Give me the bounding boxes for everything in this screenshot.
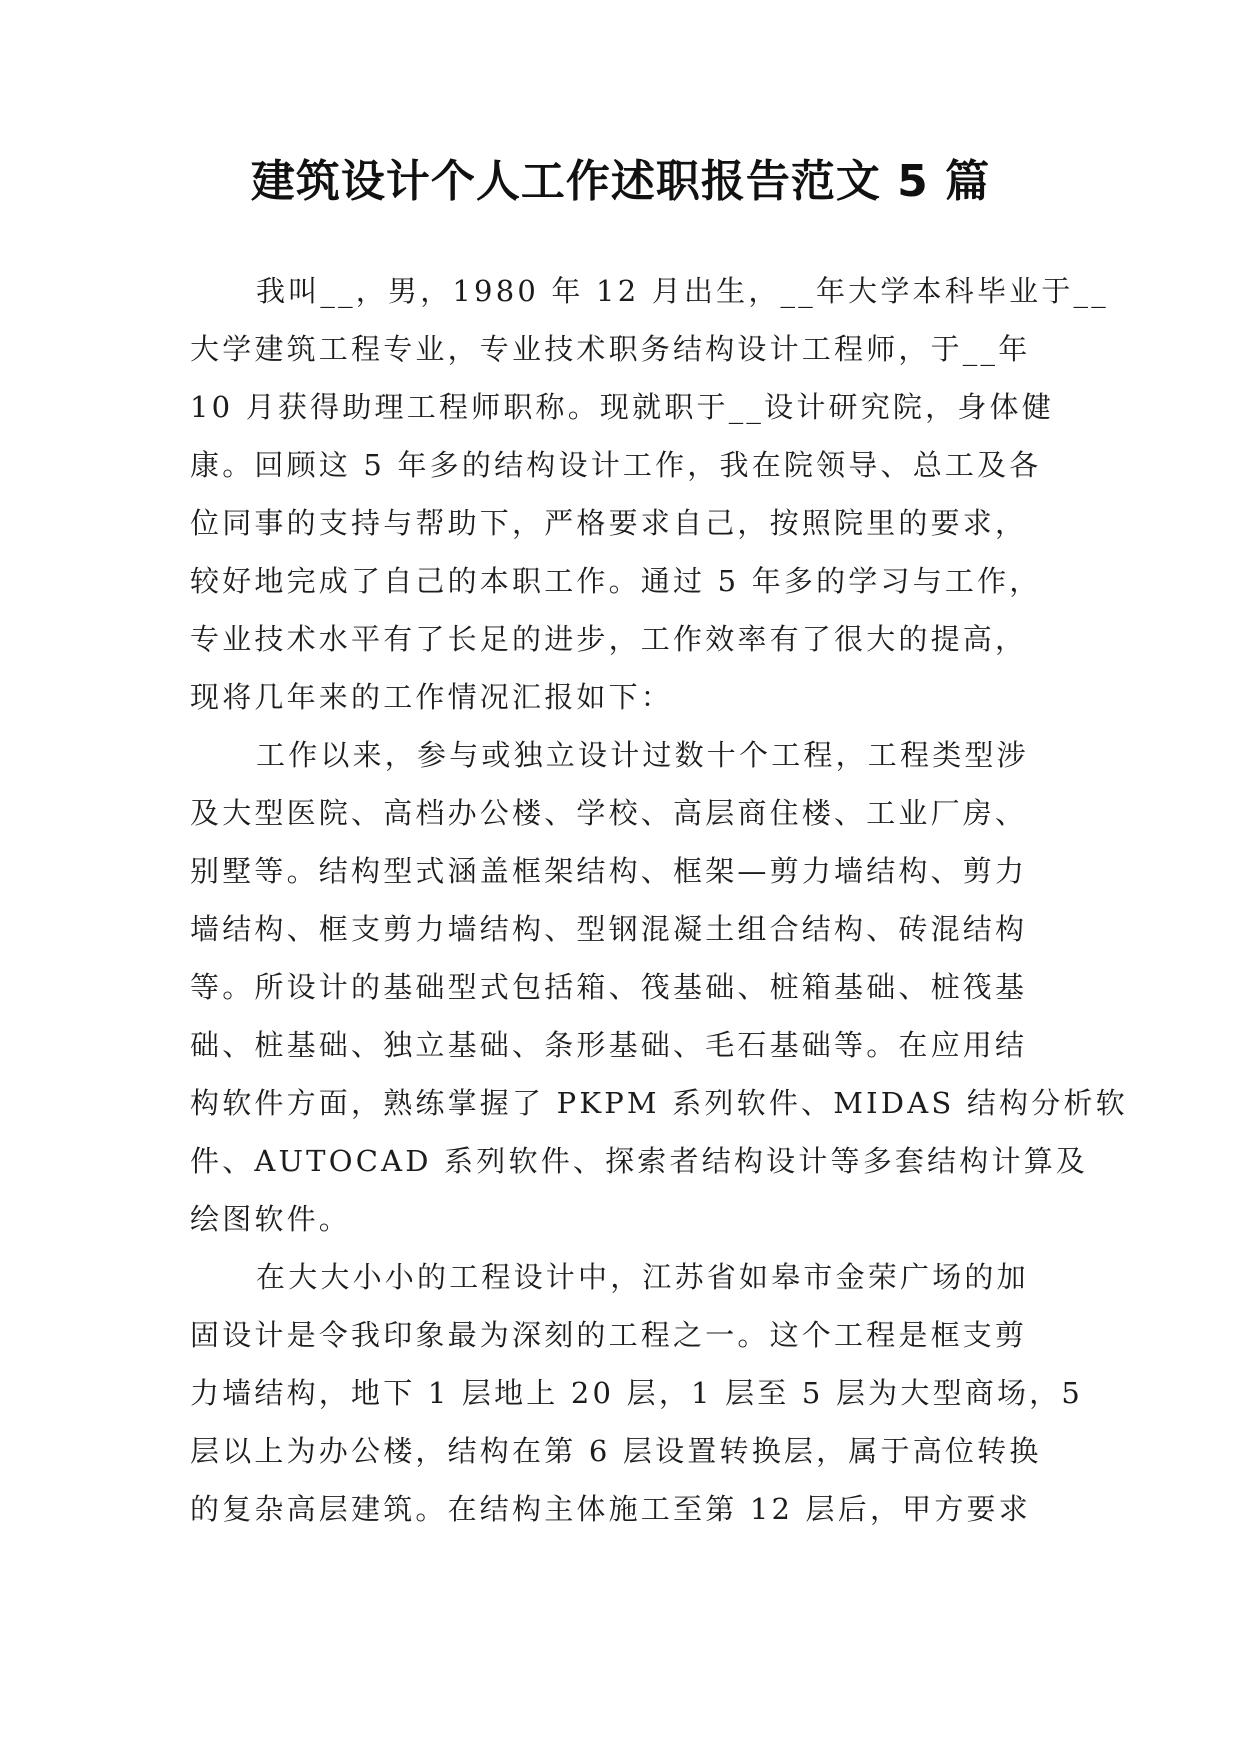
paragraph-2-line-1: 工作以来，参与或独立设计过数十个工程，工程类型涉: [256, 738, 1029, 772]
paragraph-3-line-1: 在大大小小的工程设计中，江苏省如皋市金荣广场的加: [256, 1260, 1029, 1294]
paragraph-2-line-9: 绘图软件。: [190, 1202, 352, 1236]
paragraph-2-line-5: 等。所设计的基础型式包括箱、筏基础、桩箱基础、桩筏基: [190, 970, 1028, 1004]
paragraph-1-line-2: 大学建筑工程专业，专业技术职务结构设计工程师，于__年: [190, 332, 1031, 366]
paragraph-2-line-6: 础、桩基础、独立基础、条形基础、毛石基础等。在应用结: [190, 1028, 1028, 1062]
paragraph-1-line-4: 康。回顾这 5 年多的结构设计工作，我在院领导、总工及各: [190, 448, 1042, 482]
paragraph-1-line-1: 我叫__，男，1980 年 12 月出生，__年大学本科毕业于__: [256, 274, 1109, 308]
paragraph-1-line-5: 位同事的支持与帮助下，严格要求自己，按照院里的要求，: [190, 506, 1028, 540]
paragraph-3-line-3: 力墙结构，地下 1 层地上 20 层，1 层至 5 层为大型商场，5: [190, 1376, 1084, 1410]
document-title: 建筑设计个人工作述职报告范文 5 篇: [250, 156, 991, 207]
paragraph-2-line-8: 件、AUTOCAD 系列软件、探索者结构设计等多套结构计算及: [190, 1144, 1089, 1178]
paragraph-3-line-2: 固设计是令我印象最为深刻的工程之一。这个工程是框支剪: [190, 1318, 1028, 1352]
paragraph-1-line-3: 10 月获得助理工程师职称。现就职于__设计研究院，身体健: [190, 390, 1054, 424]
paragraph-2-line-7: 构软件方面，熟练掌握了 PKPM 系列软件、MIDAS 结构分析软: [190, 1086, 1128, 1120]
paragraph-2-line-4: 墙结构、框支剪力墙结构、型钢混凝土组合结构、砖混结构: [190, 912, 1028, 946]
paragraph-2-line-2: 及大型医院、高档办公楼、学校、高层商住楼、工业厂房、: [190, 796, 1028, 830]
paragraph-1-line-6: 较好地完成了自己的本职工作。通过 5 年多的学习与工作，: [190, 564, 1042, 598]
paragraph-1-line-7: 专业技术水平有了长足的进步，工作效率有了很大的提高，: [190, 622, 1028, 656]
paragraph-3-line-4: 层以上为办公楼，结构在第 6 层设置转换层，属于高位转换: [190, 1434, 1042, 1468]
document-body: [190, 262, 1128, 1538]
paragraph-3-line-5: 的复杂高层建筑。在结构主体施工至第 12 层后，甲方要求: [190, 1492, 1031, 1526]
paragraph-2-line-3: 别墅等。结构型式涵盖框架结构、框架—剪力墙结构、剪力: [190, 854, 1028, 888]
paragraph-1-line-8: 现将几年来的工作情况汇报如下：: [190, 680, 674, 714]
